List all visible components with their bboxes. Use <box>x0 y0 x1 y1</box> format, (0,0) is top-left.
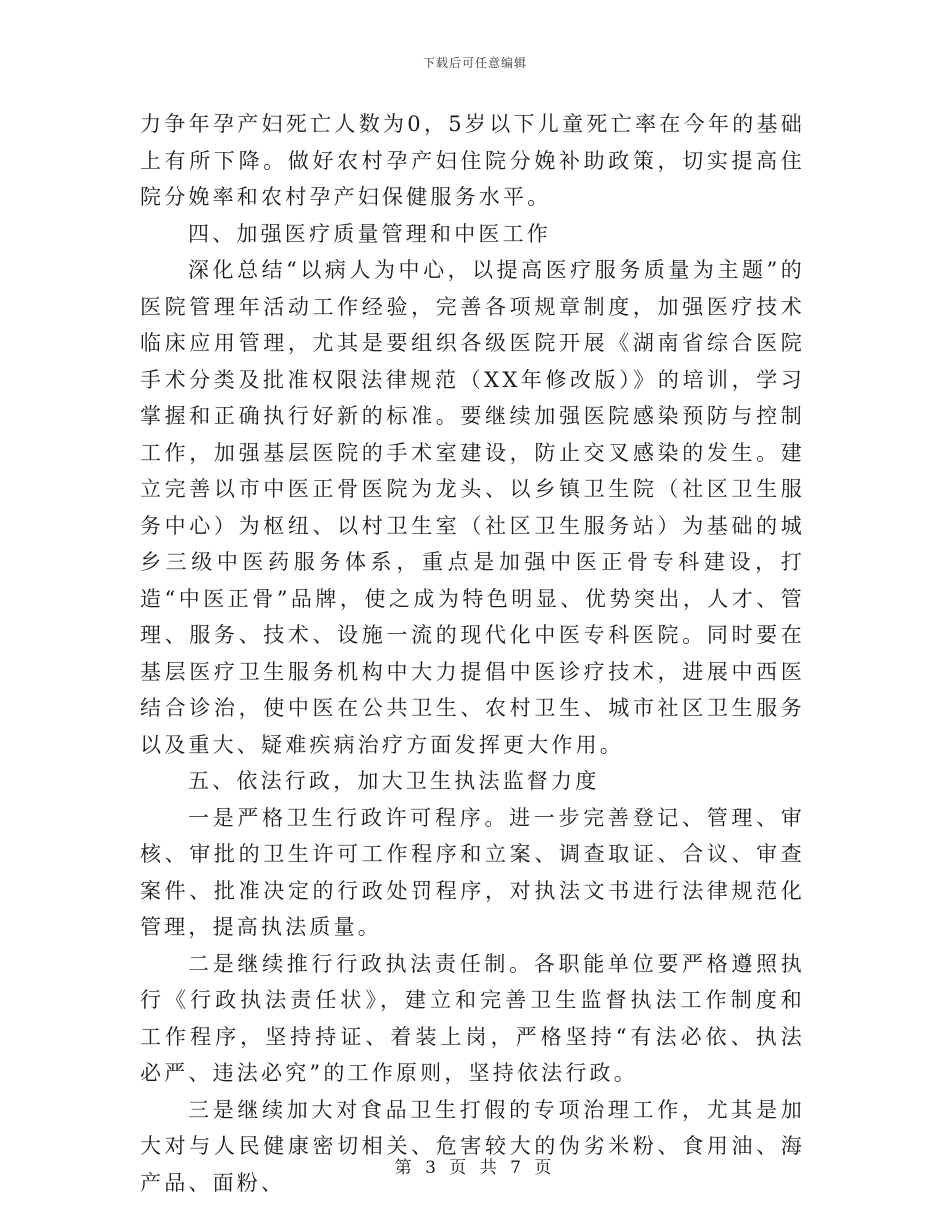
section-heading-5: 五、依法行政，加大卫生执法监督力度 <box>188 769 600 793</box>
paragraph-point-1: 一是严格卫生行政许可程序。进一步完善登记、管理、审核、审批的卫生许可工作程序和立案、调查取证、合议、审查案件、批准决定的行政处罚程序，对执法文书进行法律规范化管理，提高执法质量。 <box>140 805 805 939</box>
section-heading-4: 四、加强医疗质量管理和中医工作 <box>188 221 551 246</box>
page-header-note: 下载后可任意编辑 <box>422 56 527 70</box>
document-body <box>140 106 805 1201</box>
paragraph-1: 力争年孕产妇死亡人数为0，5岁以下儿童死亡率在今年的基础上有所下降。做好农村孕产妇住院分娩补助政策，切实提高住院分娩率和农村孕产妇保健服务水平。 <box>140 112 805 209</box>
paragraph-medical-quality: 深化总结“以病人为中心，以提高医疗服务质量为主题”的医院管理年活动工作经验，完善各项规章制度，加强医疗技术临床应用管理，尤其是要组织各级医院开展《湖南省综合医院手术分类及批准权限法律规范（XX年修改版）》的培训，学习掌握和正确执行好新的标准。要继续加强医院感染预防与控制工作，加强基层医院的手术室建设，防止交叉感染的发生。建立完善以市中医正骨医院为龙头、以乡镇卫生院（社区卫生服务中心）为枢纽、以村卫生室（社区卫生服务站）为基础的城乡三级中医药服务体系，重点是加强中医正骨专科建设，打造“中医正骨”品牌，使之成为特色明显、优势突出，人才、管理、服务、技术、设施一流的现代化中医专科医院。同时要在基层医疗卫生服务机构中大力提倡中医诊疗技术，进展中西医结合诊治，使中医在公共卫生、农村卫生、城市社区卫生服务以及重大、疑难疾病治疗方面发挥更大作用。 <box>140 258 805 757</box>
page-number-footer: 第 3 页 共 7 页 <box>394 1158 556 1178</box>
paragraph-point-2: 二是继续推行行政执法责任制。各职能单位要严格遵照执行《行政执法责任状》，建立和完善卫生监督执法工作制度和工作程序，坚持持证、着装上岗，严格坚持“有法必依、执法必严、违法必究”的工作原则，坚持依法行政。 <box>140 951 805 1085</box>
paragraph-point-3: 三是继续加大对食品卫生打假的专项治理工作，尤其是加大对与人民健康密切相关、危害较大的伪劣米粉、食用油、海产品、面粉、 <box>140 1097 805 1195</box>
